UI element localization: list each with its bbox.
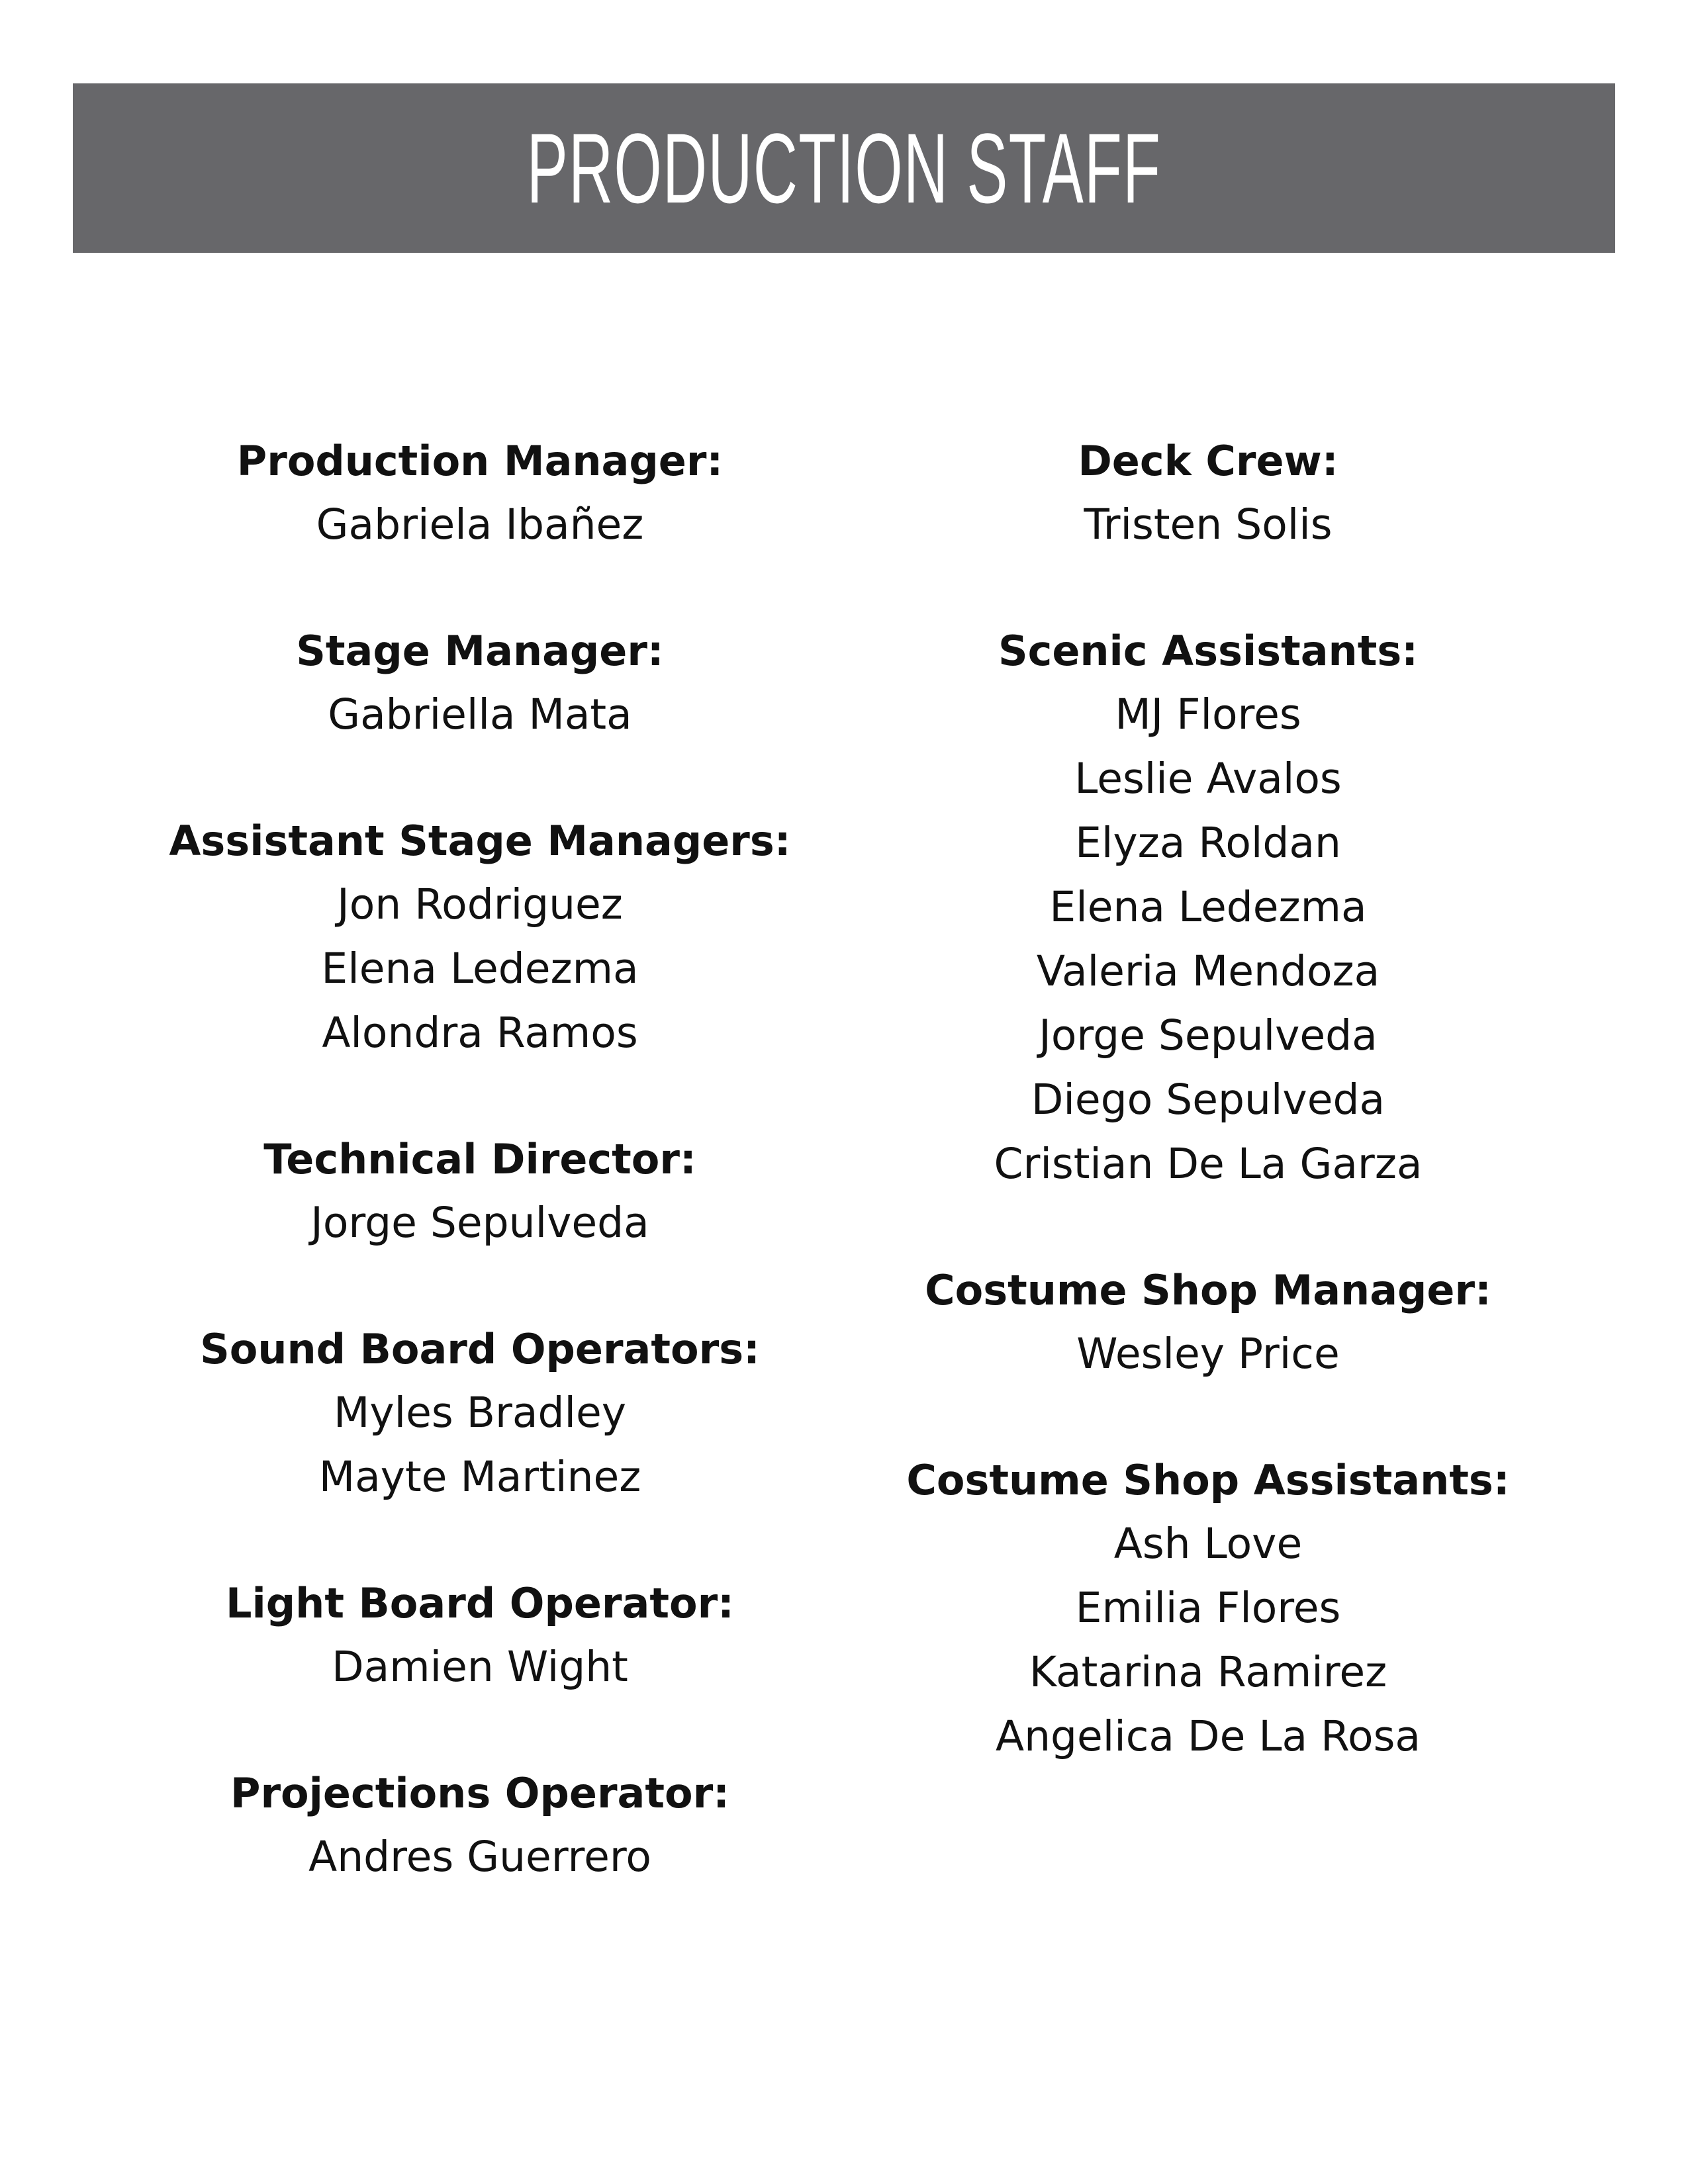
role-title: Deck Crew: (1078, 437, 1338, 485)
staff-section (844, 1259, 1572, 1386)
staff-name: Gabriella Mata (328, 690, 632, 739)
left-column (116, 430, 844, 1952)
staff-name: Jorge Sepulveda (310, 1199, 649, 1247)
staff-section (116, 1762, 844, 1889)
staff-section (116, 1318, 844, 1509)
staff-section (844, 620, 1572, 1196)
staff-name: Elena Ledezma (1049, 883, 1367, 931)
staff-name: Andres Guerrero (308, 1833, 651, 1881)
staff-section (844, 430, 1572, 557)
staff-name: Damien Wight (332, 1643, 628, 1691)
staff-section (116, 810, 844, 1065)
staff-name: Cristian De La Garza (994, 1140, 1423, 1188)
staff-section (116, 430, 844, 557)
staff-name: MJ Flores (1115, 690, 1301, 739)
role-title: Scenic Assistants: (998, 627, 1419, 675)
staff-name: Jon Rodriguez (337, 880, 623, 929)
role-title: Production Manager: (236, 437, 724, 485)
staff-section (116, 1128, 844, 1255)
staff-name: Elena Ledezma (321, 944, 639, 993)
staff-name: Wesley Price (1076, 1330, 1340, 1378)
staff-name: Mayte Martinez (318, 1453, 641, 1501)
staff-name: Ash Love (1113, 1520, 1303, 1568)
staff-name: Gabriela Ibañez (316, 500, 644, 549)
right-column (844, 430, 1572, 1832)
staff-section (844, 1449, 1572, 1768)
role-title: Technical Director: (263, 1135, 696, 1183)
role-title: Assistant Stage Managers: (169, 817, 791, 865)
staff-name: Valeria Mendoza (1036, 947, 1380, 995)
staff-section (116, 1572, 844, 1699)
staff-name: Leslie Avalos (1074, 754, 1342, 803)
role-title: Light Board Operator: (226, 1579, 734, 1627)
staff-name: Alondra Ramos (322, 1009, 638, 1057)
staff-name: Jorge Sepulveda (1039, 1011, 1378, 1060)
staff-name: Emilia Flores (1075, 1584, 1341, 1632)
staff-name: Elyza Roldan (1075, 819, 1341, 867)
role-title: Stage Manager: (296, 627, 664, 675)
staff-name: Myles Bradley (333, 1388, 626, 1437)
page-title: PRODUCTION STAFF (526, 113, 1162, 224)
role-title: Costume Shop Manager: (925, 1266, 1491, 1314)
staff-section (116, 620, 844, 747)
role-title: Sound Board Operators: (200, 1325, 760, 1373)
staff-name: Angelica De La Rosa (996, 1712, 1421, 1760)
role-title: Projections Operator: (230, 1769, 729, 1817)
staff-name: Diego Sepulveda (1031, 1075, 1385, 1124)
staff-name: Katarina Ramirez (1029, 1648, 1387, 1696)
header-banner (73, 83, 1615, 253)
staff-name: Tristen Solis (1084, 500, 1333, 549)
role-title: Costume Shop Assistants: (906, 1456, 1510, 1504)
